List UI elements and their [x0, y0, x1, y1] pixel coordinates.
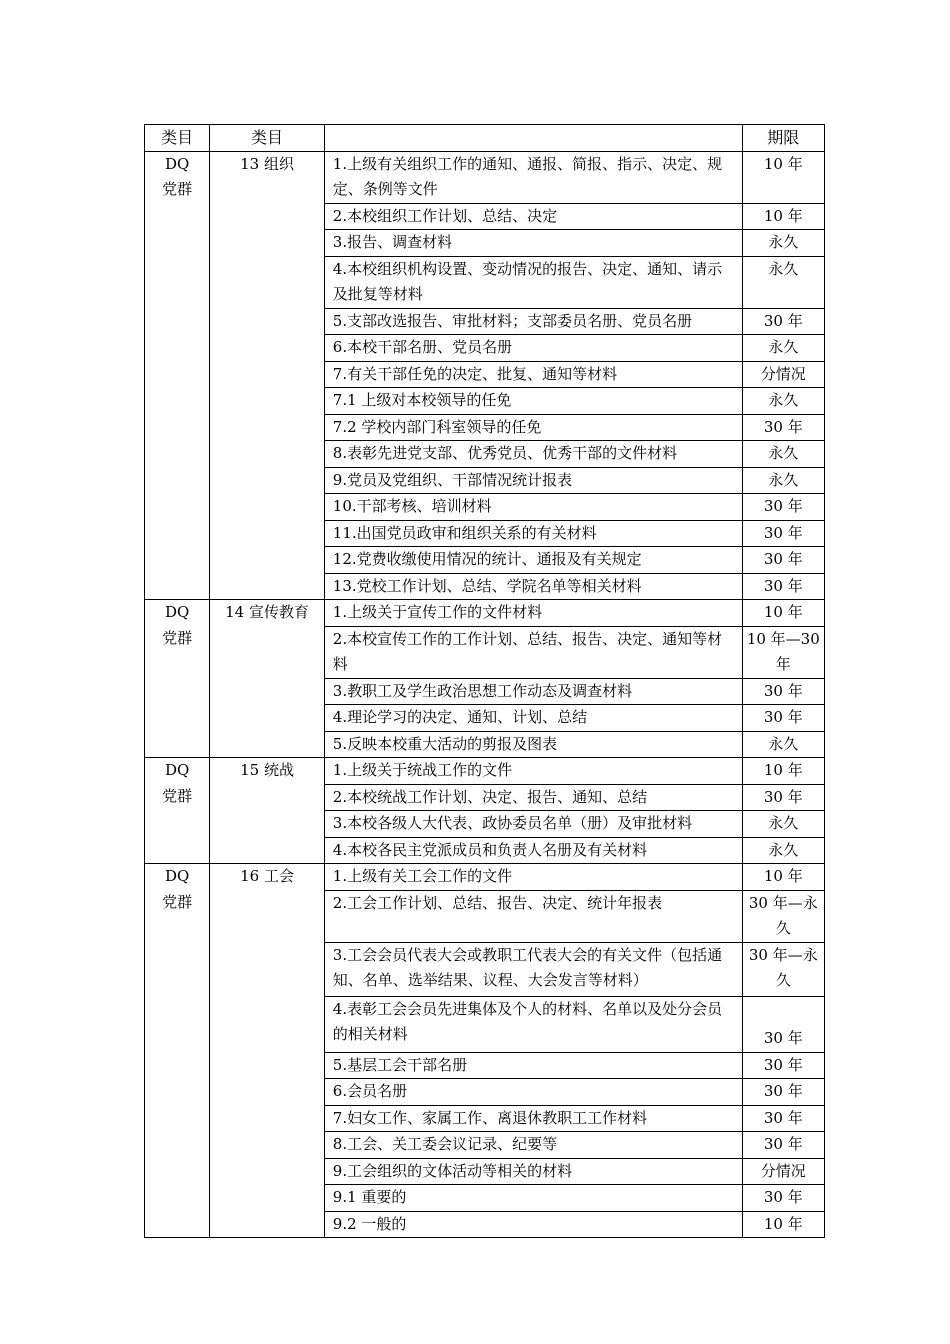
category-label: 党群 [162, 180, 193, 198]
item-cell: 9.2 一般的 [324, 1211, 742, 1238]
table-row [145, 151, 825, 203]
item-cell: 7.妇女工作、家属工作、离退休教职工工作材料 [324, 1105, 742, 1132]
period-cell: 30 年 [742, 705, 824, 732]
header-period: 期限 [742, 125, 824, 152]
table-row [145, 600, 825, 627]
period-cell: 30 年—永久 [742, 890, 824, 942]
item-cell: 5.基层工会干部名册 [324, 1052, 742, 1079]
period-cell: 永久 [742, 256, 824, 308]
item-cell: 3.本校各级人大代表、政协委员名单（册）及审批材料 [324, 811, 742, 838]
item-cell: 1.上级有关组织工作的通知、通报、简报、指示、决定、规定、条例等文件 [324, 151, 742, 203]
item-cell: 4.理论学习的决定、通知、计划、总结 [324, 705, 742, 732]
subcategory-cell: 14 宣传教育 [210, 600, 325, 758]
period-cell: 永久 [742, 731, 824, 758]
item-cell: 1.上级关于宣传工作的文件材料 [324, 600, 742, 627]
category-label: 党群 [162, 786, 193, 805]
period-cell: 10 年 [742, 151, 824, 203]
item-cell: 13.党校工作计划、总结、学院名单等相关材料 [324, 573, 742, 600]
item-cell: 3.报告、调查材料 [324, 230, 742, 257]
category-cell [145, 864, 210, 1238]
period-cell: 30 年 [742, 1079, 824, 1106]
category-cell [145, 758, 210, 864]
period-cell: 30 年 [742, 996, 824, 1052]
category-code: DQ [164, 761, 190, 779]
item-cell: 9.党员及党组织、干部情况统计报表 [324, 467, 742, 494]
period-cell: 30 年 [742, 1185, 824, 1212]
subcategory-cell: 15 统战 [210, 758, 325, 864]
item-cell: 4.本校各民主党派成员和负责人名册及有关材料 [324, 837, 742, 864]
item-cell: 9.1 重要的 [324, 1185, 742, 1212]
period-cell: 30 年 [742, 520, 824, 547]
period-cell: 30 年—永久 [742, 942, 824, 996]
category-cell [145, 151, 210, 600]
item-cell: 6.本校干部名册、党员名册 [324, 335, 742, 362]
period-cell: 10 年—30 年 [742, 626, 824, 678]
table-row [145, 758, 825, 785]
period-cell: 分情况 [742, 361, 824, 388]
item-cell: 4.本校组织机构设置、变动情况的报告、决定、通知、请示及批复等材料 [324, 256, 742, 308]
item-cell: 8.表彰先进党支部、优秀党员、优秀干部的文件材料 [324, 441, 742, 468]
period-cell: 10 年 [742, 864, 824, 891]
period-cell: 30 年 [742, 414, 824, 441]
item-cell: 2.本校组织工作计划、总结、决定 [324, 203, 742, 230]
item-cell: 7.有关干部任免的决定、批复、通知等材料 [324, 361, 742, 388]
period-cell: 30 年 [742, 573, 824, 600]
period-cell: 分情况 [742, 1158, 824, 1185]
period-cell: 30 年 [742, 678, 824, 705]
item-cell: 1.上级关于统战工作的文件 [324, 758, 742, 785]
category-label: 党群 [162, 892, 193, 911]
period-cell: 永久 [742, 837, 824, 864]
table-header-row [145, 125, 825, 152]
period-cell: 永久 [742, 388, 824, 415]
header-category: 类目 [145, 125, 210, 152]
period-cell: 30 年 [742, 494, 824, 521]
item-cell: 7.1 上级对本校领导的任免 [324, 388, 742, 415]
period-cell: 永久 [742, 441, 824, 468]
item-cell: 3.教职工及学生政治思想工作动态及调查材料 [324, 678, 742, 705]
item-cell: 2.工会工作计划、总结、报告、决定、统计年报表 [324, 890, 742, 942]
period-cell: 10 年 [742, 600, 824, 627]
category-code: DQ [164, 867, 190, 885]
period-cell: 30 年 [742, 1052, 824, 1079]
item-cell: 4.表彰工会会员先进集体及个人的材料、名单以及处分会员的相关材料 [324, 996, 742, 1052]
item-cell: 12.党费收缴使用情况的统计、通报及有关规定 [324, 547, 742, 574]
period-cell: 永久 [742, 230, 824, 257]
period-cell: 30 年 [742, 784, 824, 811]
item-cell: 7.2 学校内部门科室领导的任免 [324, 414, 742, 441]
period-cell: 30 年 [742, 1132, 824, 1159]
period-cell: 永久 [742, 811, 824, 838]
item-cell: 10.干部考核、培训材料 [324, 494, 742, 521]
item-cell: 8.工会、关工委会议记录、纪要等 [324, 1132, 742, 1159]
period-cell: 30 年 [742, 547, 824, 574]
item-cell: 1.上级有关工会工作的文件 [324, 864, 742, 891]
item-cell: 2.本校统战工作计划、决定、报告、通知、总结 [324, 784, 742, 811]
subcategory-cell: 13 组织 [210, 151, 325, 600]
period-cell: 永久 [742, 335, 824, 362]
archive-retention-table [144, 124, 825, 1238]
period-cell: 10 年 [742, 203, 824, 230]
category-cell [145, 600, 210, 758]
period-cell: 10 年 [742, 758, 824, 785]
item-cell: 3.工会会员代表大会或教职工代表大会的有关文件（包括通知、名单、选举结果、议程、大会发言等材料） [324, 942, 742, 996]
category-label: 党群 [162, 628, 193, 647]
table-body [145, 151, 825, 1238]
item-cell: 2.本校宣传工作的工作计划、总结、报告、决定、通知等材料 [324, 626, 742, 678]
category-code: DQ [164, 603, 190, 621]
item-cell: 6.会员名册 [324, 1079, 742, 1106]
header-subcategory: 类目 [210, 125, 325, 152]
subcategory-cell: 16 工会 [210, 864, 325, 1238]
period-cell: 10 年 [742, 1211, 824, 1238]
item-cell: 9.工会组织的文体活动等相关的材料 [324, 1158, 742, 1185]
period-cell: 30 年 [742, 308, 824, 335]
item-cell: 11.出国党员政审和组织关系的有关材料 [324, 520, 742, 547]
period-cell: 30 年 [742, 1105, 824, 1132]
header-item [324, 125, 742, 152]
table-row [145, 864, 825, 891]
item-cell: 5.反映本校重大活动的剪报及图表 [324, 731, 742, 758]
category-code: DQ [164, 154, 190, 173]
period-cell: 永久 [742, 467, 824, 494]
item-cell: 5.支部改选报告、审批材料；支部委员名册、党员名册 [324, 308, 742, 335]
